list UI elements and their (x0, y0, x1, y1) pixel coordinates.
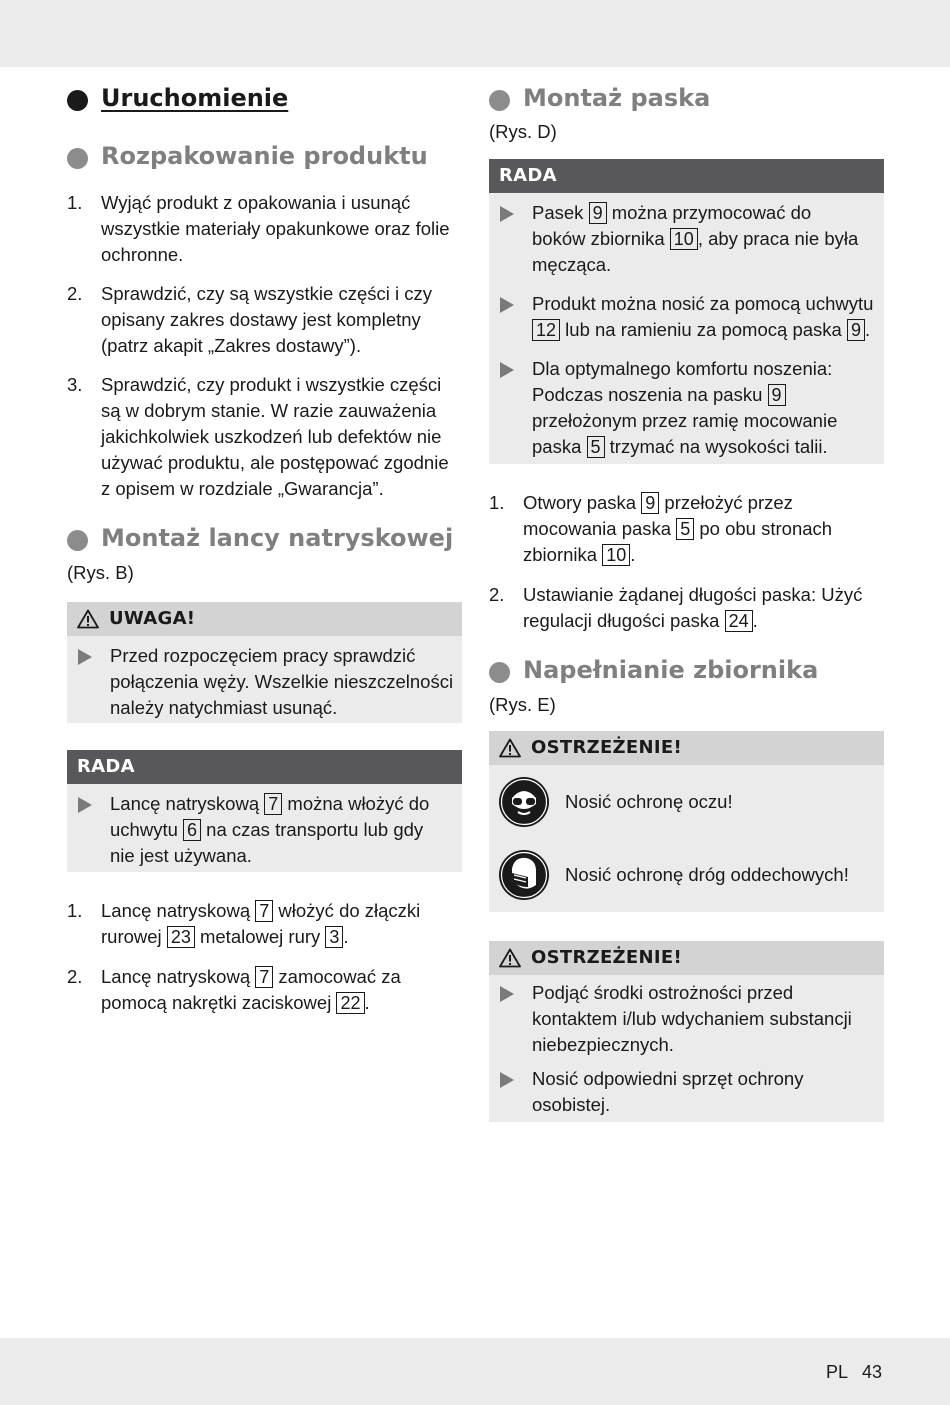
part-number: 10 (602, 544, 630, 566)
part-number: 23 (167, 926, 195, 948)
arrow-bullet-icon (500, 297, 514, 313)
warning-box-ppe: OSTRZEŻENIE! Nosić ochronę oczu! Nosić ochronę dróg oddechowych! (489, 731, 884, 912)
part-number: 10 (670, 228, 698, 250)
uwaga-header: UWAGA! (67, 602, 462, 636)
part-number: 22 (336, 992, 364, 1014)
part-number: 7 (264, 793, 282, 815)
figure-ref: (Rys. E) (489, 694, 556, 715)
bullet-dot-icon (67, 530, 88, 551)
page-number: 43 (861, 1362, 882, 1382)
page-footer (826, 1362, 882, 1383)
warning-triangle-icon (499, 948, 521, 968)
bullet-dot-icon (489, 662, 510, 683)
part-number: 6 (183, 819, 201, 841)
arrow-bullet-icon (500, 206, 514, 222)
warning-box-substances: OSTRZEŻENIE! Podjąć środki ostrożności przed kontaktem i/lub wdychaniem substancji niebezpiecznych. Nosić odpowiedni sprzęt ochrony osobistej. (489, 941, 884, 1122)
part-number: 5 (676, 518, 694, 540)
part-number: 9 (641, 492, 659, 514)
bottom-margin-bar (0, 1338, 950, 1405)
rada-header: RADA (67, 750, 462, 784)
rada-box-strap: RADA Pasek 9 można przymocować do boków zbiornika 10 , aby praca nie była męcząca. Produkt można nosić za pomocą uchwytu 12 lub na ramieniu za pomocą paska 9 . Dla optymalnego komfortu noszenia: Podczas noszenia na pasku 9 przełożonym przez ramię mocowanie paska 5 trzymać na wysokości talii. (489, 159, 884, 464)
rada-header: RADA (489, 159, 884, 193)
part-number: 7 (255, 966, 273, 988)
part-number: 9 (589, 202, 607, 224)
arrow-bullet-icon (500, 1072, 514, 1088)
uwaga-box: UWAGA! Przed rozpoczęciem pracy sprawdzić połączenia węży. Wszelkie nieszczelności należy natychmiast usunąć. (67, 602, 462, 723)
arrow-bullet-icon (78, 797, 92, 813)
warning-triangle-icon (499, 738, 521, 758)
bullet-dot-icon (489, 90, 510, 111)
rada-box: RADA Lancę natryskową 7 można włożyć do uchwytu 6 na czas transportu lub gdy nie jest używana. (67, 750, 462, 872)
part-number: 24 (725, 610, 753, 632)
arrow-bullet-icon (500, 362, 514, 378)
arrow-bullet-icon (78, 649, 92, 665)
bullet-dot-icon (67, 148, 88, 169)
respiratory-protection-icon (498, 849, 550, 901)
arrow-bullet-icon (500, 986, 514, 1002)
part-number: 5 (587, 436, 605, 458)
part-number: 7 (255, 900, 273, 922)
part-number: 12 (532, 319, 560, 341)
eye-protection-icon (498, 776, 550, 828)
bullet-dot-icon (67, 90, 88, 111)
language-code: PL (825, 1362, 848, 1382)
warning-triangle-icon (77, 609, 99, 629)
warning-header: OSTRZEŻENIE! (489, 731, 884, 765)
part-number: 3 (325, 926, 343, 948)
top-margin-bar (0, 0, 950, 67)
warning-header: OSTRZEŻENIE! (489, 941, 884, 975)
part-number: 9 (768, 384, 786, 406)
part-number: 9 (847, 319, 865, 341)
figure-ref: (Rys. D) (489, 121, 557, 142)
figure-ref: (Rys. B) (67, 562, 134, 583)
